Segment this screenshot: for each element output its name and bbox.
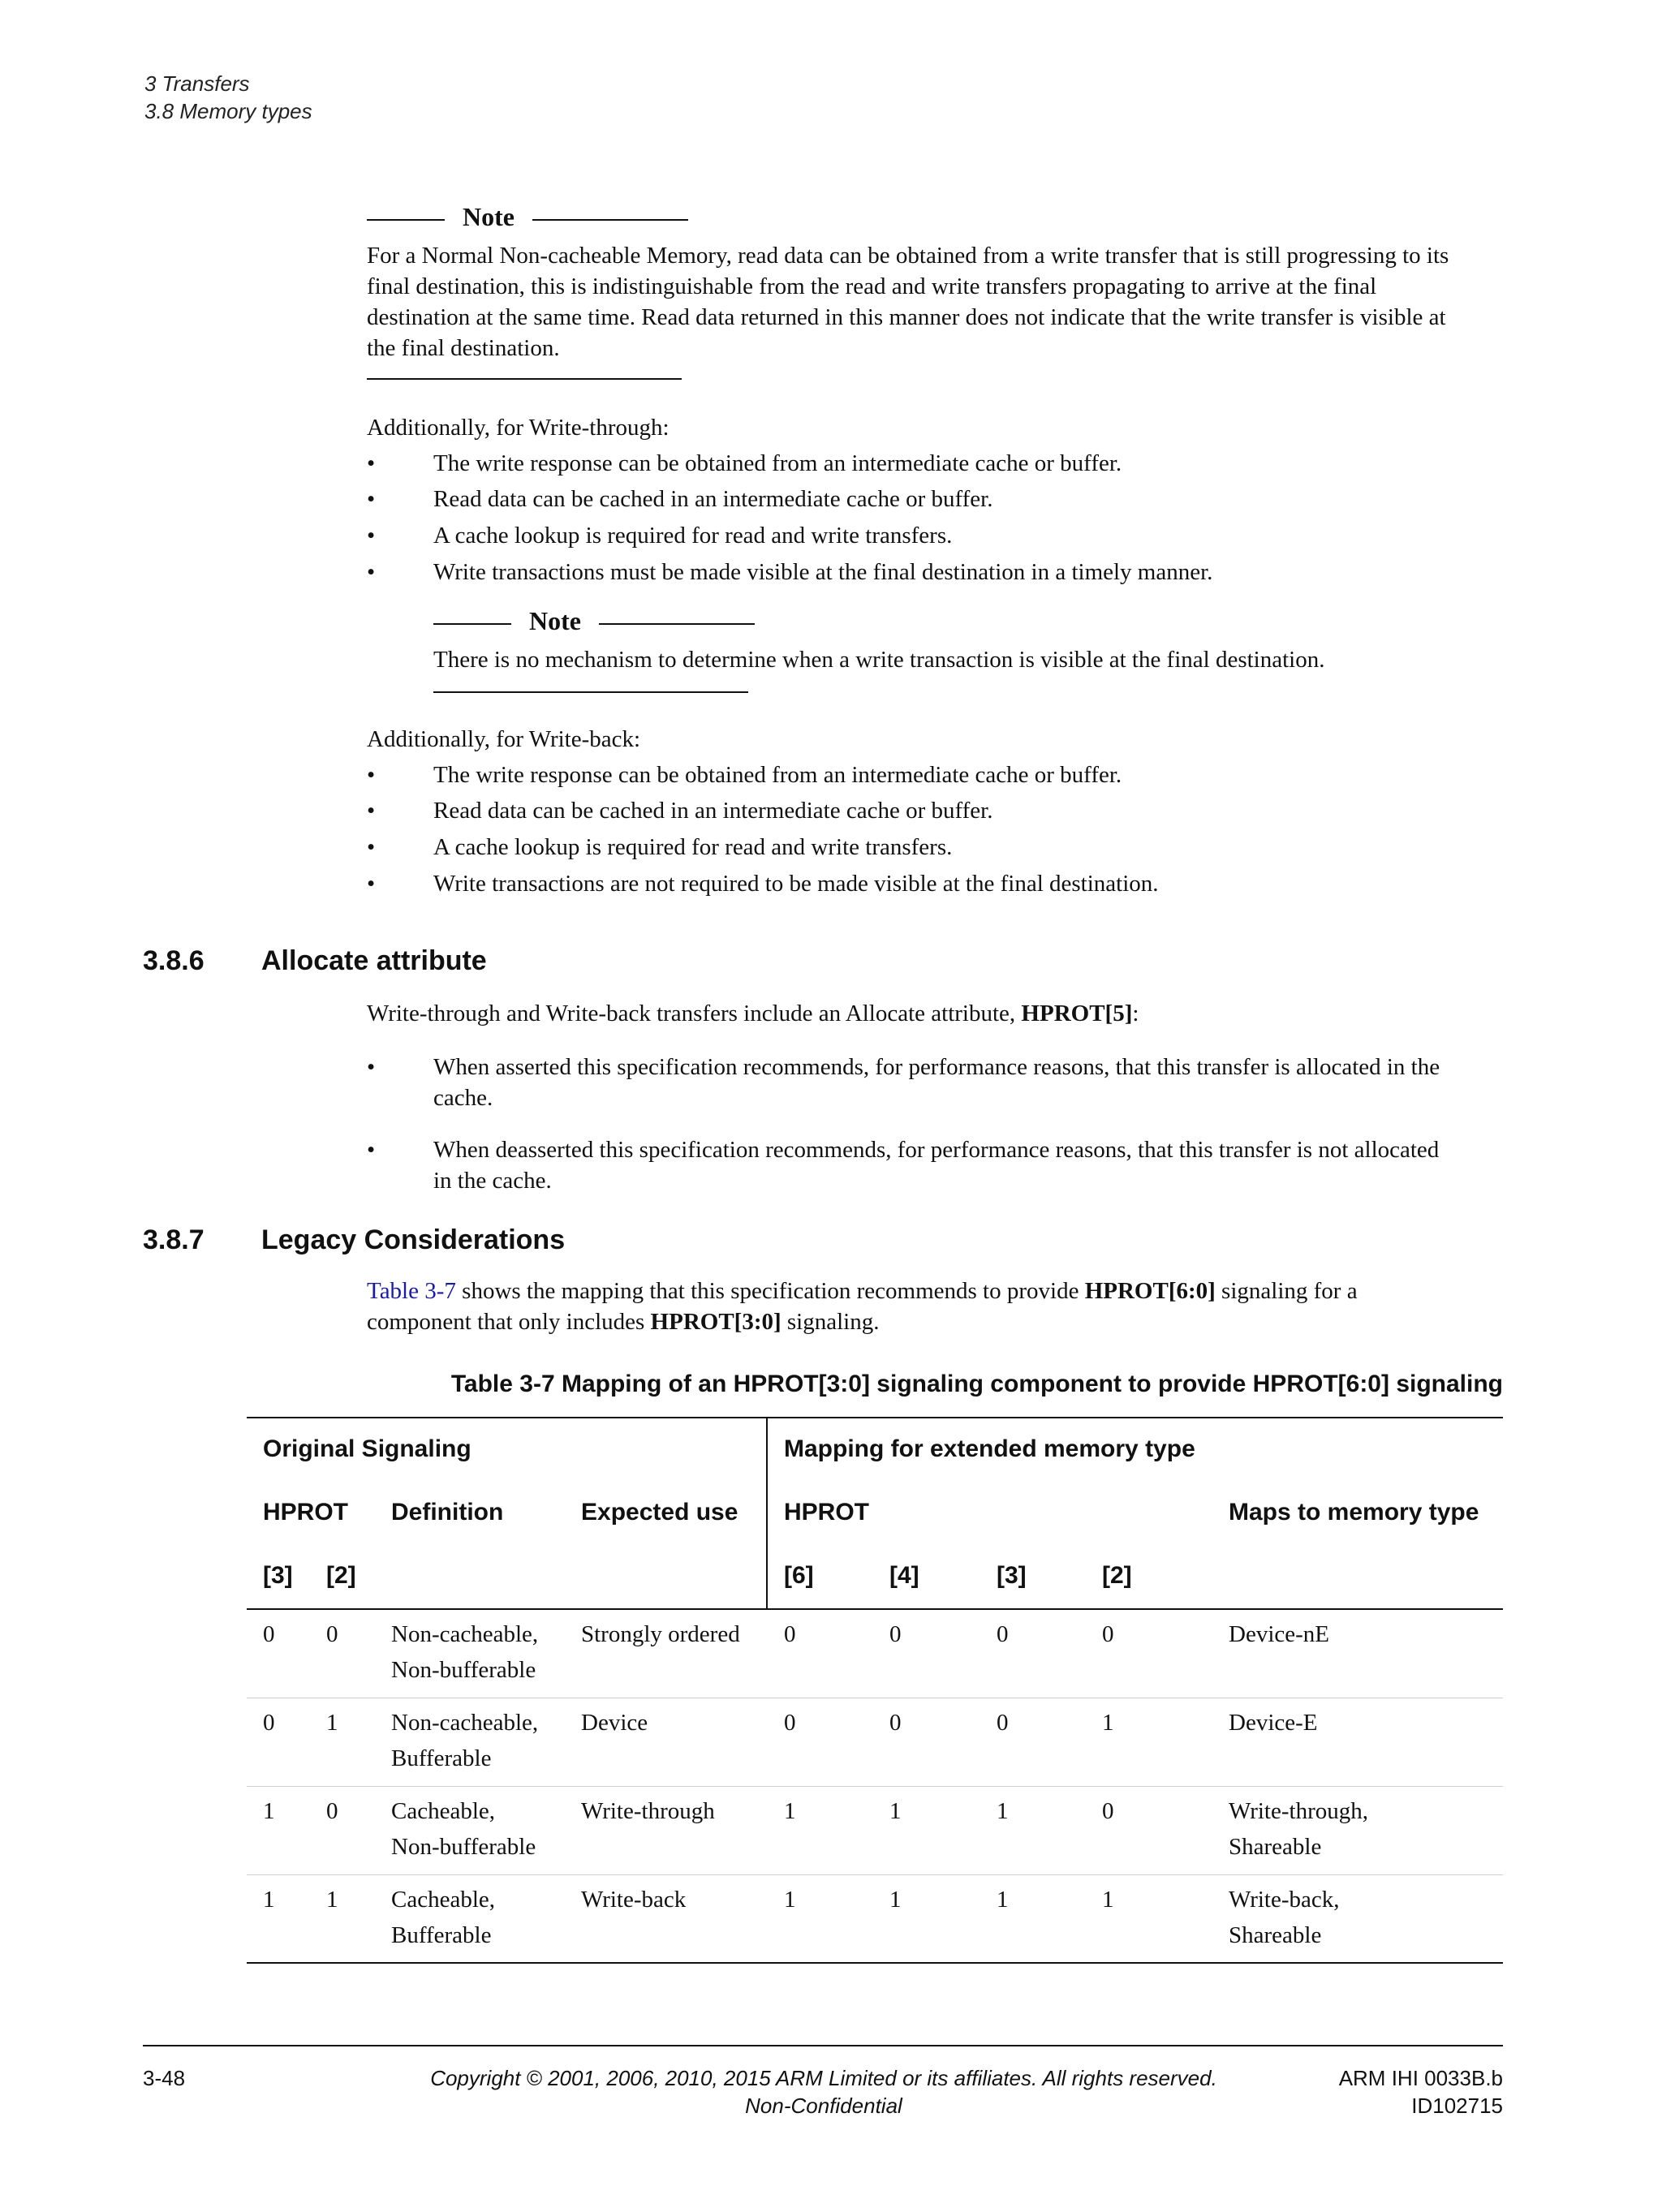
cell-b2: 0 [326,1798,338,1824]
header-bit: [3] [997,1562,1027,1589]
signal-name: HPROT[5] [1021,1001,1133,1026]
bullet-icon: • [367,523,376,549]
table-top-rule [247,1417,1503,1418]
cell-line: Non-cacheable, [391,1710,539,1736]
footer-rule [143,2045,1503,2046]
confidentiality-text: Non-Confidential [745,2094,902,2118]
bullet-icon: • [367,1054,376,1080]
list-item-line: in the cache. [433,1168,552,1194]
signal-name: HPROT[3:0] [650,1309,781,1335]
list-item-text [433,1052,1569,1113]
cell-m4: 0 [889,1621,902,1647]
note-body-line: For a Normal Non-cacheable Memory, read data can be obtained from a write transfer that is still progressing to its [367,243,1449,269]
legacy-intro-text: signaling for a [1215,1278,1358,1304]
cell-line: Non-bufferable [391,1834,536,1860]
cell-m6: 1 [784,1798,796,1824]
header-original-signaling: Original Signaling [263,1435,471,1462]
section-title: Allocate attribute [261,945,487,976]
cell-line: Cacheable, [391,1887,496,1913]
cell-m6: 0 [784,1621,796,1647]
footer-doc-id [1339,2064,1503,2119]
list-item-text: A cache lookup is required for read and write transfers. [433,834,953,860]
note-dash-right [532,219,688,221]
header-hprot: HPROT [263,1499,348,1526]
cell-definition [391,1616,538,1688]
cell-line: Device-nE [1229,1621,1329,1647]
header-bit: [3] [263,1562,293,1589]
cell-m3: 1 [997,1887,1009,1913]
cell-maps-to [1229,1882,1340,1953]
page-number: 3-48 [143,2066,186,2090]
cell-line: Cacheable, [391,1798,496,1824]
running-header-section: 3.8 Memory types [144,99,312,123]
allocate-intro-text: Write-through and Write-back transfers include an Allocate attribute, [367,1001,1022,1026]
section-title: Legacy Considerations [261,1224,566,1255]
header-bit: [4] [889,1562,919,1589]
legacy-intro [367,1276,1535,1337]
note-dash-right [599,623,755,625]
note-dash-left [433,623,511,625]
cell-line: Shareable [1229,1922,1322,1948]
note-title [367,201,688,232]
allocate-intro [367,998,1139,1029]
cell-line: Write-through, [1229,1798,1368,1824]
header-expected-use: Expected use [581,1499,738,1526]
legacy-intro-text: component that only includes [367,1309,651,1335]
bullet-icon: • [367,798,376,824]
cell-b3: 1 [263,1798,275,1824]
cell-maps-to [1229,1616,1329,1652]
header-mapping-extended: Mapping for extended memory type [784,1435,1195,1462]
note-label: Note [463,202,515,231]
table-group-divider [766,1417,768,1610]
bullet-icon: • [367,486,376,512]
cell-expected-use: Strongly ordered [581,1621,740,1647]
table-caption: Table 3-7 Mapping of an HPROT[3:0] signaling component to provide HPROT[6:0] signaling [450,1371,1503,1397]
note-end-rule [433,691,748,693]
cell-line: Bufferable [391,1922,492,1948]
bullet-icon: • [367,1137,376,1163]
list-item-line: When asserted this specification recommends, for performance reasons, that this transfer is allocated in the [433,1054,1440,1080]
copyright-text: Copyright © 2001, 2006, 2010, 2015 ARM Limited or its affiliates. All rights reserved. [430,2066,1217,2090]
note-label: Note [529,606,581,635]
cell-m2: 1 [1102,1710,1114,1736]
legacy-intro-line [367,1306,1535,1337]
list-item-text: Write transactions must be made visible at the final destination in a timely manner. [433,559,1213,585]
running-header-chapter: 3 Transfers [144,71,250,96]
header-bit: [6] [784,1562,814,1589]
table-row-divider [247,1874,1503,1875]
cell-line: Write-back, [1229,1887,1340,1913]
note-body [367,240,1535,364]
header-bit: [2] [326,1562,356,1589]
legacy-intro-line [367,1276,1535,1306]
cell-expected-use: Device [581,1710,648,1736]
section-number: 3.8.6 [143,945,205,976]
cell-maps-to [1229,1793,1368,1865]
cell-m4: 1 [889,1887,902,1913]
bullet-icon: • [367,834,376,860]
signal-name: HPROT[6:0] [1084,1278,1216,1304]
legacy-intro-text: shows the mapping that this specification recommends to provide [455,1278,1085,1304]
doc-id: ARM IHI 0033B.b [1338,2066,1503,2090]
cell-m2: 1 [1102,1887,1114,1913]
list-item-text: Read data can be cached in an intermediate cache or buffer. [433,798,993,824]
header-maps-to: Maps to memory type [1229,1499,1479,1526]
cell-expected-use: Write-back [581,1887,687,1913]
cell-b2: 1 [326,1887,338,1913]
header-hprot-extended: HPROT [784,1499,869,1526]
table-bottom-rule [247,1962,1503,1964]
legacy-intro-text: signaling. [781,1309,880,1335]
note-body-line: destination at the same time. Read data returned in this manner does not indicate that the write transfer is visible at [367,304,1446,330]
list-item-text: A cache lookup is required for read and write transfers. [433,523,953,549]
table-3-7-link[interactable]: Table 3-7 [367,1278,456,1304]
cell-line: Shareable [1229,1834,1322,1860]
cell-m3: 0 [997,1710,1009,1736]
cell-maps-to [1229,1705,1318,1741]
cell-m4: 1 [889,1798,902,1824]
note-dash-left [367,219,445,221]
cell-m6: 0 [784,1710,796,1736]
cell-m2: 0 [1102,1798,1114,1824]
bullet-icon: • [367,450,376,476]
note-body: There is no mechanism to determine when a write transaction is visible at the final destination. [433,647,1325,673]
bullet-icon: • [367,871,376,897]
cell-expected-use: Write-through [581,1798,715,1824]
cell-b3: 0 [263,1621,275,1647]
list-item-line: When deasserted this specification recommends, for performance reasons, that this transfer is not allocated [433,1137,1440,1163]
cell-line: Device-E [1229,1710,1318,1736]
doc-release: ID102715 [1411,2094,1503,2118]
allocate-intro-colon: : [1132,1001,1139,1026]
header-bit: [2] [1102,1562,1132,1589]
bullet-icon: • [367,762,376,788]
note-title [433,605,755,636]
cell-m2: 0 [1102,1621,1114,1647]
cell-m4: 0 [889,1710,902,1736]
cell-m3: 1 [997,1798,1009,1824]
cell-b3: 0 [263,1710,275,1736]
note-end-rule [367,378,682,380]
write-back-intro: Additionally, for Write-back: [367,726,641,752]
table-row-divider [247,1786,1503,1787]
header-definition: Definition [391,1499,504,1526]
list-item-line: cache. [433,1085,493,1111]
cell-b2: 1 [326,1710,338,1736]
list-item-text [433,1134,1569,1196]
write-through-intro: Additionally, for Write-through: [367,415,670,441]
list-item-text: Read data can be cached in an intermediate cache or buffer. [433,486,993,512]
cell-definition [391,1882,495,1953]
cell-definition [391,1793,536,1865]
cell-definition [391,1705,538,1776]
cell-b3: 1 [263,1887,275,1913]
bullet-icon: • [367,559,376,585]
note-body-line: the final destination. [367,335,560,361]
list-item-text: The write response can be obtained from an intermediate cache or buffer. [433,450,1122,476]
cell-m3: 0 [997,1621,1009,1647]
cell-m6: 1 [784,1887,796,1913]
list-item-text: The write response can be obtained from an intermediate cache or buffer. [433,762,1122,788]
footer-copyright [325,2064,1323,2119]
table-header-rule [247,1608,1503,1610]
cell-line: Non-cacheable, [391,1621,539,1647]
list-item-text: Write transactions are not required to be made visible at the final destination. [433,871,1159,897]
section-number: 3.8.7 [143,1224,205,1255]
cell-b2: 0 [326,1621,338,1647]
cell-line: Non-bufferable [391,1657,536,1683]
note-body-line: final destination, this is indistinguishable from the read and write transfers propagating to arrive at the final [367,273,1377,299]
cell-line: Bufferable [391,1745,492,1771]
